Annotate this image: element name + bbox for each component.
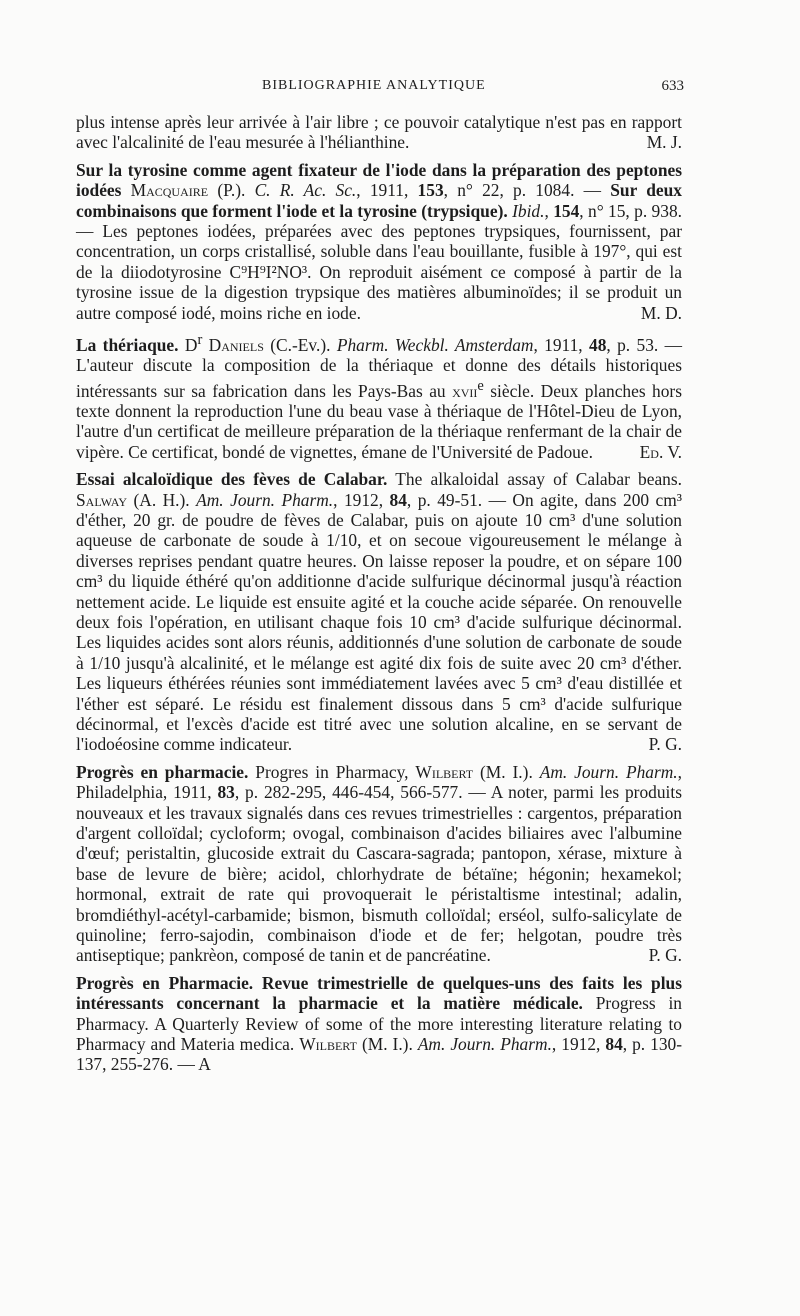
- entry4-author: Wilbert: [415, 761, 474, 782]
- entry3-ref: , 1912,: [333, 489, 390, 510]
- entry1-body: , n° 15, p. 938. — Les peptones iodées, préparées avec des peptones trypsiques, fournissent, par concentration, un corps cristallisé, soluble dans l'eau bouillante, fusible à 197°, qui est de la diiodotyrosine C⁹H⁹I²NO³. On reproduit aisément ce composé à partir de la tyrosine issue de la digestion trypsique des matières albuminoïdes; il se produit un autre composé iodé, moins riche en iode.: [76, 200, 682, 323]
- entry5-volume: 84: [605, 1034, 623, 1055]
- entry1-title2: Sur deux combinaisons que forment l'iode et la tyrosine (trypsique).: [76, 180, 682, 221]
- entry5-ref: , 1912,: [551, 1034, 606, 1055]
- entry-progres-1912: [76, 973, 682, 1075]
- entry2-title: La thériaque.: [76, 334, 179, 355]
- entry3-title: Essai alcaloïdique des fèves de Calabar.: [76, 469, 388, 490]
- entry1-author: Macquaire: [130, 180, 209, 201]
- entry2-century-sup: e: [477, 377, 484, 394]
- entry4-body: , p. 282-295, 446-454, 566-577. — A noter, parmi les produits nouveaux et les travaux signalés dans ces revues trimestrielles : cargentos, préparation d'argent colloïdal; cycloform; ovogal, combinaison d'acides biliaires avec l'albumine d'œuf; peristaltin, glucoside extrait du Cascara-sagrada; pantopon, xérase, mixture à base de levure de bière; acidol, chlorhydrate de bétaïne; hégonin; hexamekol; hormonal, extrait de rate qui provoquerait le péristaltisme intestinal; adalin, bromdiéthyl-acétyl-carbamide; bismon, bismuth colloïdal; erséol, sulfo-salicylate de quinoline; ferro-sajodin, combinaison d'iode et de fer; helgotan, poudre très antiseptique; pankrèon, composé de tanin et de pancréatine.: [76, 782, 682, 966]
- entry3-author-initials: (A. H.).: [133, 489, 190, 510]
- entry5-subtitle: Progress in Pharmacy. A Quarterly Review of some of the more interesting literature relating to Pharmacy and Materia medica.: [76, 993, 682, 1055]
- entry1-ref2: , n° 22, p. 1084. —: [443, 180, 611, 201]
- intro-text: plus intense après leur arrivée à l'air libre ; ce pouvoir catalytique n'est pas en rapport avec l'alcalinité de l'eau mesurée à l'hélianthine.: [76, 112, 682, 153]
- page-number: 633: [661, 78, 684, 94]
- entry-calabar: [76, 469, 682, 755]
- entry1-volume2: 154: [553, 200, 580, 221]
- entry3-signature: P. G.: [648, 734, 682, 755]
- entry-theriaque: [76, 330, 682, 462]
- entry4-volume: 83: [217, 782, 235, 803]
- intro-signature: M. J.: [646, 132, 682, 153]
- entry3-journal: Am. Journ. Pharm.: [196, 489, 334, 510]
- entry1-volume: 153: [417, 180, 444, 201]
- entry2-body2: siècle. Deux planches hors texte donnent la reproduction l'une du beau vase à thériaque de l'Hôtel-Dieu de Lyon, l'autre d'un certificat de meilleure préparation de la thériaque renfermant de la chair de vipère. Ce certificat, bondé de vignettes, émane de l'Université de Padoue.: [76, 380, 682, 462]
- entry2-signature: Ed. V.: [639, 441, 682, 462]
- entry2-volume: 48: [589, 334, 607, 355]
- entry1-signature: M. D.: [640, 302, 682, 323]
- entry1-title: Sur la tyrosine comme agent fixateur de l'iode dans la préparation des peptones iodées: [76, 159, 682, 201]
- entry5-title: Progrès en Pharmacie. Revue trimestrielle de quelques-uns des faits les plus intéressants concernant la pharmacie et la matière médicale.: [76, 972, 682, 1014]
- entry4-author-initials: (M. I.).: [480, 761, 533, 782]
- entry1-journal: C. R. Ac. Sc.: [254, 180, 357, 201]
- entry4-ref: , Philadelphia, 1911,: [76, 761, 682, 803]
- entry-tyrosine-iode: [76, 160, 682, 323]
- entry4-title: Progrès en pharmacie.: [76, 761, 249, 782]
- entry5-author-initials: (M. I.).: [361, 1034, 413, 1055]
- entry2-author-prefix: D: [184, 334, 198, 355]
- running-head: [76, 76, 684, 100]
- entry2-ref: , 1911,: [533, 334, 590, 355]
- entry4-journal: Am. Journ. Pharm.: [539, 761, 678, 782]
- entry1-author-initials: (P.).: [217, 180, 246, 201]
- bibliography-text: [76, 112, 682, 1075]
- entry4-subtitle: Progres in Pharmacy,: [255, 761, 409, 782]
- entry2-journal: Pharm. Weckbl. Amsterdam: [336, 334, 534, 355]
- entry2-author-prefix-sup: r: [197, 332, 203, 349]
- entry4-signature: P. G.: [648, 945, 682, 966]
- entry1-ref3: ,: [544, 200, 554, 221]
- entry5-journal: Am. Journ. Pharm.: [417, 1034, 552, 1055]
- entry3-body: , p. 49-51. — On agite, dans 200 cm³ d'éther, 20 gr. de poudre de fèves de Calabar, puis on ajoute 10 cm³ d'une solution aqueuse de carbonate de soude à 1/10, et on secoue vigoureusement le mélange à diverses reprises pendant quatre heures. On laisse reposer la poudre, et on sépare 100 cm³ du liquide éthéré qu'on additionne d'acide sulfurique décinormal jusqu'à réaction nettement acide. Le liquide est ensuite agité et la couche acide séparée. On renouvelle deux fois l'opération, en utilisant chaque fois 10 cm³ d'acide sulfurique décinormal. Les liquides acides sont alors réunis, additionnés d'une solution de carbonate de soude à 1/10 jusqu'à alcalinité, et le mélange est agité dix fois de suite avec 20 cm³ d'éther. Les liqueurs éthérées réunies sont immédiatement lavées avec 5 cm³ d'eau distillée et l'éther est séparé. Le résidu est finalement dissous dans 5 cm³ d'acide sulfurique décinormal, et l'excès d'acide est titré avec une solution alcaline, en se servant de l'iodoéosine comme indicateur.: [76, 489, 683, 755]
- entry3-author: Salway: [76, 489, 128, 510]
- entry-progres-1911: [76, 762, 682, 966]
- intro-paragraph: [76, 112, 682, 153]
- running-head-title: BIBLIOGRAPHIE ANALYTIQUE: [262, 78, 486, 93]
- entry1-ibid: Ibid.: [512, 200, 545, 221]
- entry2-body: , p. 53. — L'auteur discute la composition de la thériaque et donne des détails historiques intéressants sur sa fabrication dans les Pays-Bas au: [76, 334, 683, 401]
- entry3-volume: 84: [389, 489, 407, 510]
- entry2-century: xvii: [452, 380, 478, 401]
- entry2-author-initials: (C.-Ev.).: [270, 334, 331, 355]
- entry1-ref: , 1911,: [356, 180, 418, 201]
- entry5-body: , p. 130-137, 255-276. — A: [76, 1034, 683, 1075]
- entry5-author: Wilbert: [299, 1034, 357, 1055]
- entry2-author: Daniels: [208, 334, 264, 355]
- entry3-subtitle: The alkaloidal assay of Calabar beans.: [395, 469, 682, 490]
